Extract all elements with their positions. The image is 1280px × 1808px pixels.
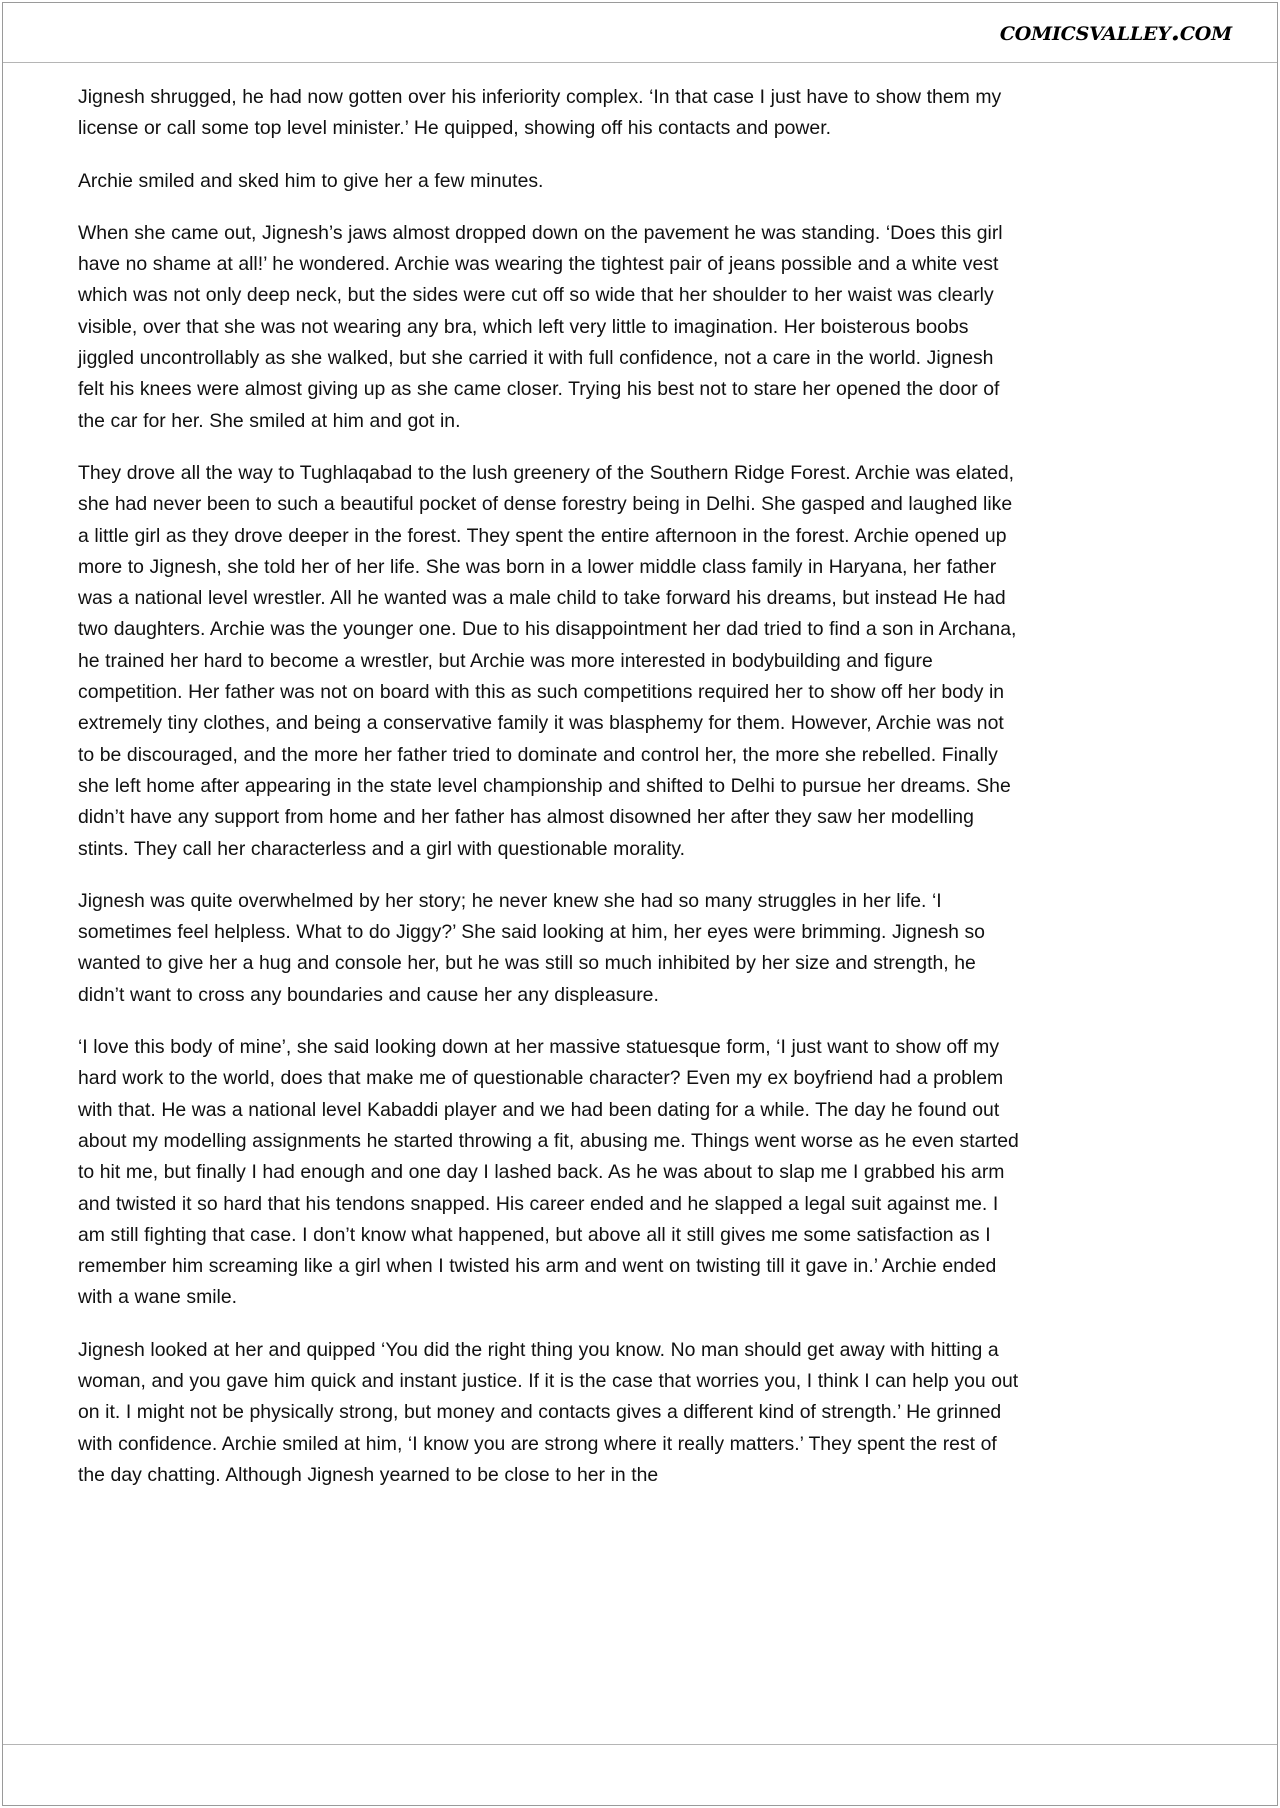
paragraph: Jignesh looked at her and quipped ‘You did the right thing you know. No man should get away with hitting a woman, and you gave him quick and instant justice. If it is the case that worries you, I think I can help you out on it. I might not be physically strong, but money and contacts gives a different kind of strength.’ He grinned with confidence. Archie smiled at him, ‘I know you are strong where it really matters.’ They spent the rest of the day chatting. Although Jignesh yearned to be close to her in the <box>78 1338 1019 1486</box>
page-header <box>0 0 1280 62</box>
paragraph: They drove all the way to Tughlaqabad to the lush greenery of the Southern Ridge Forest. Archie was elated, she had never been to such a beautiful pocket of dense forestry being in Delhi. She gasped and laughed like a little girl as they drove deeper in the forest. They spent the entire afternoon in the forest. Archie opened up more to Jignesh, she told her of her life. She was born in a lower middle class family in Haryana, her father was a national level wrestler. All he wanted was a male child to take forward his dreams, but instead He had two daughters. Archie was the younger one. Due to his disappointment her dad tried to find a son in Archana, he trained her hard to become a wrestler, but Archie was more interested in bodybuilding and figure competition. Her father was not on board with this as such competitions required her to show off her body in extremely tiny clothes, and being a conservative family it was blasphemy for them. However, Archie was not to be discouraged, and the more her father tried to dominate and control her, the more she rebelled. Finally she left home after appearing in the state level championship and shifted to Delhi to pursue her dreams. She didn’t have any support from home and her father has almost disowned her after they saw her modelling stints. They call her characterless and a girl with questionable morality. <box>78 461 1017 860</box>
header-divider <box>3 62 1277 63</box>
site-logo: comicsvalley.com <box>999 15 1232 47</box>
paragraph: Archie smiled and sked him to give her a few minutes. <box>78 169 544 192</box>
paragraph: Jignesh shrugged, he had now gotten over his inferiority complex. ‘In that case I just have to show them my license or call some top level minister.’ He quipped, showing off his contacts and power. <box>78 86 1002 140</box>
paragraph: ‘I love this body of mine’, she said looking down at her massive statuesque form, ‘I just want to show off my hard work to the world, does that make me of questionable character? Even my ex boyfriend had a problem with that. He was a national level Kabaddi player and we had been dating for a while. The day he found out about my modelling assignments he started throwing a fit, abusing me. Things went worse as he even started to hit me, but finally I had enough and one day I lashed back. As he was about to slap me I grabbed his arm and twisted it so hard that his tendons snapped. His career ended and he slapped a legal suit against me. I am still fighting that case. I don’t know what happened, but above all it still gives me some satisfaction as I remember him screaming like a girl when I twisted his arm and went on twisting till it gave in.’ Archie ended with a wane smile. <box>78 1036 1019 1309</box>
footer-divider <box>3 1744 1277 1745</box>
document-body <box>78 82 1022 1491</box>
paragraph: When she came out, Jignesh’s jaws almost dropped down on the pavement he was standing. ‘Does this girl have no shame at all!’ he wondered. Archie was wearing the tightest pair of jeans possible and a white vest which was not only deep neck, but the sides were cut off so wide that her shoulder to her waist was clearly visible, over that she was not wearing any bra, which left very little to imagination. Her boisterous boobs jiggled uncontrollably as she walked, but she carried it with full confidence, not a care in the world. Jignesh felt his knees were almost giving up as she came closer. Trying his best not to stare her opened the door of the car for her. She smiled at him and got in. <box>78 221 1003 432</box>
paragraph: Jignesh was quite overwhelmed by her story; he never knew she had so many struggles in her life. ‘I sometimes feel helpless. What to do Jiggy?’ She said looking at him, her eyes were brimming. Jignesh so wanted to give her a hug and console her, but he was still so much inhibited by her size and strength, he didn’t want to cross any boundaries and cause her any displeasure. <box>78 889 985 1006</box>
